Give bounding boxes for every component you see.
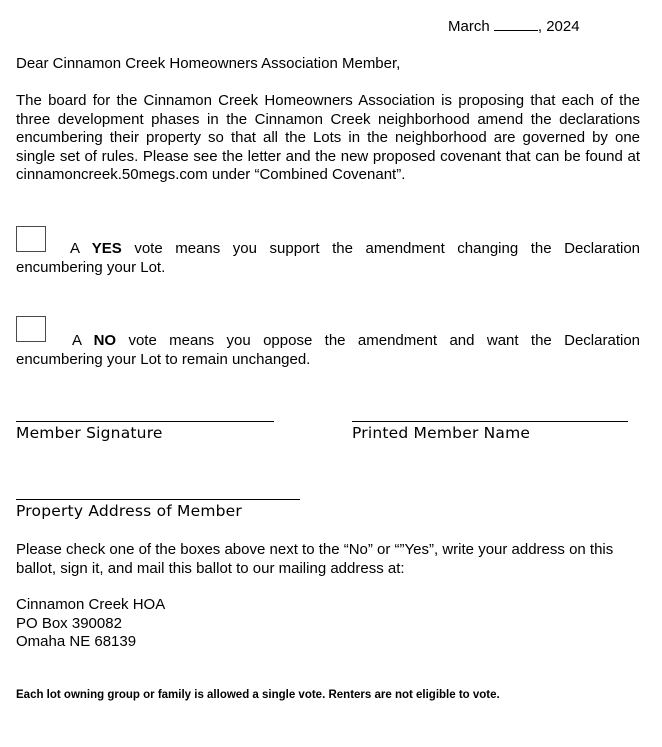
yes-prefix: A <box>70 240 80 257</box>
greeting: Dear Cinnamon Creek Homeowners Association Member, <box>16 55 401 72</box>
no-line1-rest: vote means you oppose the amendment and want the Declaration <box>128 332 641 349</box>
instructions-paragraph: Please check one of the boxes above next to the “No” or “”Yes”, write your address on this ballot, sign it, and mail this ballot to our mailing address at: <box>16 541 614 577</box>
yes-option-line2: encumbering your Lot. <box>16 258 166 276</box>
printed-name-label: Printed Member Name <box>352 424 531 442</box>
member-signature-label: Member Signature <box>16 424 163 442</box>
date-day-blank[interactable] <box>494 17 538 31</box>
member-signature-line[interactable] <box>16 421 274 422</box>
no-option-text <box>16 332 640 369</box>
yes-option-line1 <box>16 240 640 259</box>
date-month: March <box>448 18 490 35</box>
no-prefix: A <box>72 332 82 349</box>
yes-line1-rest: vote means you support the amendment changing the Declaration <box>134 240 641 257</box>
footer-note: Each lot owning group or family is allowed a single vote. Renters are not eligible to vote. <box>16 689 500 701</box>
date-line <box>448 17 580 37</box>
no-keyword: NO <box>93 332 117 349</box>
property-address-label: Property Address of Member <box>16 502 242 520</box>
no-option-line1 <box>16 332 640 351</box>
yes-keyword: YES <box>91 240 122 257</box>
property-address-line[interactable] <box>16 499 300 500</box>
mailing-address-line3: Omaha NE 68139 <box>16 633 137 650</box>
date-year: , 2024 <box>537 18 580 35</box>
mailing-address-line2: PO Box 390082 <box>16 614 122 632</box>
intro-paragraph: The board for the Cinnamon Creek Homeowners Association is proposing that each of the three development phases in the Cinnamon Creek neighborhood amend the declarations encumbering their property so that all the Lots in the neighborhood are governed by one single set of rules. Please see the letter and the new proposed covenant that can be found at cinnamoncreek.50megs.com under “Combined Covenant”. <box>16 92 640 183</box>
yes-option-text <box>16 240 640 277</box>
printed-name-line[interactable] <box>352 421 628 422</box>
no-option-line2: encumbering your Lot to remain unchanged. <box>16 350 311 368</box>
mailing-address <box>16 596 165 652</box>
mailing-address-line1: Cinnamon Creek HOA <box>16 596 166 613</box>
